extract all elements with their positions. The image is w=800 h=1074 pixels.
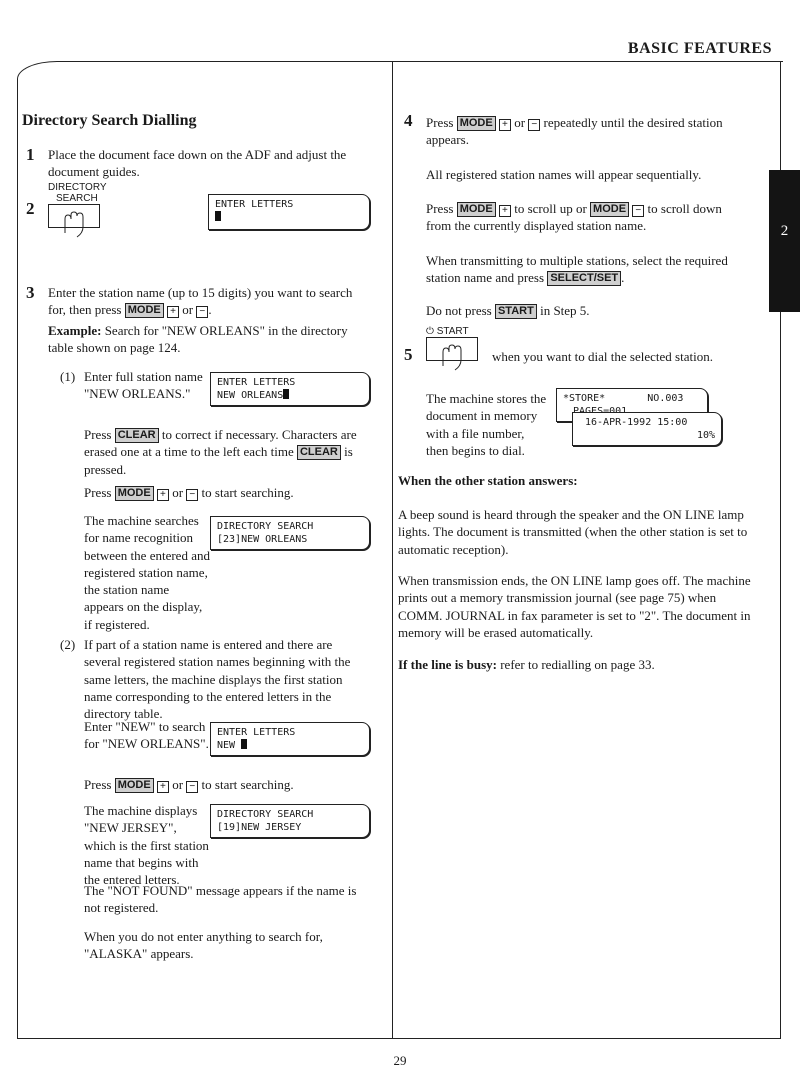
lcd-line-1: ENTER LETTERS — [217, 377, 296, 388]
plus-key: + — [499, 205, 511, 217]
lcd-line-2: [23]NEW ORLEANS — [217, 534, 308, 545]
minus-key: − — [186, 781, 198, 793]
start-label-text: START — [436, 326, 469, 337]
minus-key: − — [528, 119, 540, 131]
lcd-line-2: [19]NEW JERSEY — [217, 822, 302, 833]
stores-text: The machine stores the document in memory with a file number, then begins to dial. — [426, 391, 547, 458]
lcd-line-2: NEW ORLEANS — [217, 390, 284, 401]
sub-1-number: (1) — [60, 369, 76, 384]
plus-key: + — [157, 781, 169, 793]
lcd-new-orleans-entry — [210, 372, 370, 406]
or-text: or — [514, 115, 526, 130]
lcd-line-1: ENTER LETTERS — [215, 199, 294, 210]
lcd-line-1: *STORE* NO.003 — [563, 393, 684, 404]
example-text — [48, 322, 368, 357]
step-3-text-a: Enter the station name (up to 15 digits) you want to search for, then press — [48, 285, 353, 318]
step-2-number: 2 — [26, 199, 35, 218]
start-key: START — [495, 304, 537, 319]
start-label: ⏻ START — [426, 326, 469, 337]
clear-instruction — [84, 426, 368, 478]
clear-key-2: CLEAR — [297, 445, 341, 460]
lcd-line-1: 16-APR-1992 15:00 — [585, 417, 688, 428]
start-search-1 — [84, 484, 368, 501]
searches-text: The machine searches for name recognition between the entered and registered station name, the station name appears on the display, if registered. — [84, 513, 210, 632]
plus-key: + — [499, 119, 511, 131]
step-3-text: Enter the station name (up to 15 digits) you want to search for, then press MODE + or − . — [48, 285, 353, 318]
minus-key: − — [632, 205, 644, 217]
lcd-line-1: ENTER LETTERS — [217, 727, 296, 738]
mode-key: MODE — [457, 116, 496, 131]
answer-heading: When the other station answers: — [398, 473, 578, 488]
not-found-text: The "NOT FOUND" message appears if the name is not registered. — [84, 883, 357, 916]
busy-body: refer to redialling on page 33. — [500, 657, 655, 672]
multiple-text: When transmitting to multiple stations, select the required station name and press — [426, 253, 728, 286]
mode-key: MODE — [125, 303, 164, 318]
button-box — [426, 337, 478, 361]
alaska-text: When you do not enter anything to search for, "ALASKA" appears. — [84, 929, 323, 962]
ends-text: When transmission ends, the ON LINE lamp goes off. The machine prints out a memory transmission journal (see page 75) when COMM. JOURNAL in fax parameter is set to "2". The document in memory will be erased automatically. — [398, 573, 751, 640]
minus-key: − — [196, 306, 208, 318]
clear-text: to correct if necessary. Characters are erased one at a time to the left each time — [84, 427, 357, 460]
busy-label: If the line is busy: — [398, 657, 497, 672]
clear-text-end: is pressed. — [84, 444, 353, 477]
step-4-text — [426, 114, 746, 149]
scroll-down-text: to scroll down from the currently displayed station name. — [426, 201, 722, 234]
lcd-enter-letters — [208, 194, 370, 230]
finger-press-icon — [427, 340, 477, 370]
multiple-stations-text: When transmitting to multiple stations, select the required station name and press SELECT/SET . — [426, 253, 728, 286]
press-label: Press — [84, 427, 112, 442]
mode-key: MODE — [115, 486, 154, 501]
do-not-text: Do not press — [426, 303, 492, 318]
minus-key: − — [186, 489, 198, 501]
start-search-2 — [84, 776, 368, 793]
press-label: Press — [426, 115, 454, 130]
start-button — [426, 326, 478, 361]
page-number: 29 — [393, 1053, 407, 1068]
or-text: or — [182, 302, 194, 318]
chapter-tab-label: 2 — [780, 223, 789, 239]
answer-text: A beep sound is heard through the speaker and the ON LINE lamp lights. The document is transmitted (when the other station is set to automatic reception). — [398, 507, 748, 557]
in-step5-text: in Step 5. — [540, 303, 590, 318]
press-label: Press — [84, 485, 112, 500]
press-label: Press — [426, 201, 454, 216]
lcd-new-entry — [210, 722, 370, 756]
mode-key-2: MODE — [590, 202, 629, 217]
select-set-key: SELECT/SET — [547, 271, 621, 286]
cursor — [283, 389, 289, 399]
lcd-directory-search-1 — [210, 516, 370, 550]
press-label: Press — [84, 777, 112, 792]
button-box — [48, 204, 100, 228]
clear-key: CLEAR — [115, 428, 159, 443]
lcd-line-2: NEW — [217, 740, 242, 751]
or-text: or — [172, 485, 184, 500]
lcd-line-2: 10% — [696, 430, 715, 441]
lcd-line-1: DIRECTORY SEARCH — [217, 809, 314, 820]
step-1-text: Place the document face down on the ADF and adjust the document guides. — [48, 147, 347, 180]
to-start-text: to start searching. — [201, 485, 294, 500]
step-4-number: 4 — [404, 111, 413, 130]
or-text: or — [172, 777, 184, 792]
header-title: BASIC FEATURES — [627, 40, 772, 57]
to-start-text: to start searching. — [201, 777, 294, 792]
all-registered-text: All registered station names will appear sequentially. — [426, 167, 702, 182]
step-4-text-a: repeatedly until the desired station appears. — [426, 115, 723, 148]
mode-key: MODE — [115, 778, 154, 793]
sub-2-text: If part of a station name is entered and there are several registered station names beginning with the same letters, the machine displays the first station name corresponding to the entered letters in the directory table. — [84, 637, 351, 722]
plus-key: + — [157, 489, 169, 501]
section-title: Directory Search Dialling — [22, 112, 197, 129]
search-label: SEARCH — [56, 193, 98, 204]
lcd-directory-search-2 — [210, 804, 370, 838]
step-3-number: 3 — [26, 283, 35, 302]
directory-search-button — [48, 182, 107, 228]
frame-bottom — [17, 1038, 781, 1039]
displays-text: The machine displays "NEW JERSEY", which is the first station name that begins with the entered letters. — [84, 803, 209, 888]
scroll-text — [426, 200, 746, 235]
column-divider — [392, 61, 393, 1039]
lcd-line-1: DIRECTORY SEARCH — [217, 521, 314, 532]
sub-1-text: Enter full station name "NEW ORLEANS." — [84, 369, 203, 402]
enter-new-text: Enter "NEW" to search for "NEW ORLEANS". — [84, 719, 209, 752]
finger-press-icon — [49, 207, 99, 237]
directory-label: DIRECTORY — [48, 182, 107, 193]
mode-key: MODE — [457, 202, 496, 217]
example-body: Search for "NEW ORLEANS" in the directory table shown on page 124. — [48, 323, 348, 356]
lcd-date — [572, 412, 722, 446]
step-1-number: 1 — [26, 145, 35, 164]
step-5-text: when you want to dial the selected station. — [492, 349, 713, 364]
example-label: Example: — [48, 323, 102, 338]
sub-2-number: (2) — [60, 637, 76, 652]
scroll-up-text: to scroll up or — [514, 201, 587, 216]
cursor — [241, 739, 247, 749]
frame-corner — [17, 61, 108, 80]
frame-left — [17, 79, 18, 1039]
busy-text — [398, 656, 753, 673]
chapter-tab — [769, 170, 800, 312]
cursor — [215, 211, 221, 221]
do-not-press-text — [426, 302, 746, 319]
plus-key: + — [167, 306, 179, 318]
step-5-number: 5 — [404, 345, 413, 364]
